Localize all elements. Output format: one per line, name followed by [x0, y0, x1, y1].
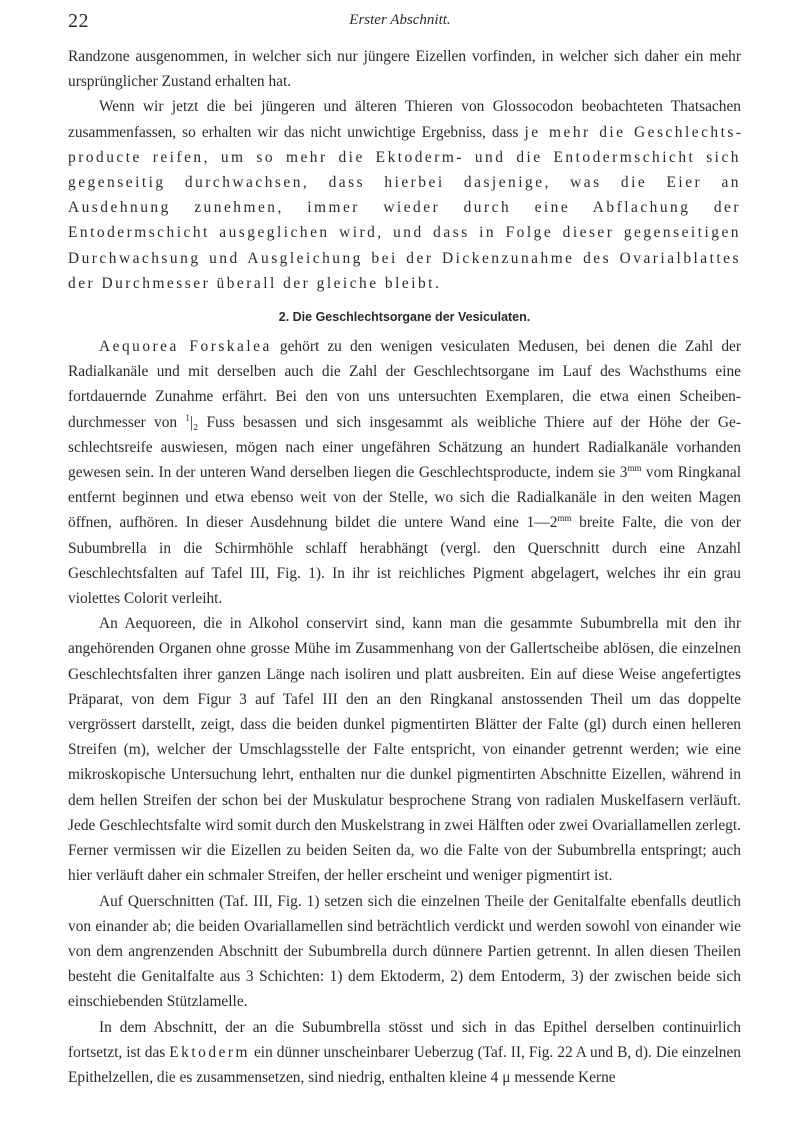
paragraph-3-text-a: gehört zu den wenigen vesiculaten Medusen, bei denen die Zahl der Radialkanäle und mit derselben auch die Zahl der Geschlechtsorgane im Lauf des Wachsthums eine fortdauernde Zunahme erfährt. Bei den von uns untersuchten Exemplaren, die etwa einen Scheibendurchmesser von: [68, 338, 741, 431]
paragraph-4: An Aequoreen, die in Alkohol conservirt sind, kann man die gesammte Subumbrella mit den ihr angehörenden Organen ohne grosse Mühe im Zusammenhang von der Gallertscheibe ablösen, die einzelnen Geschlechtsfalten ihrer ganzen Länge nach isoliren und platt ausbreiten. Ein auf diese Weise angefertigtes Präparat, von dem Figur 3 auf Tafel III den an den Ringkanal anstossenden Theil um das doppelte vergrössert darstellt, zeigt, dass die beiden dunkel pigmentirten Blätter der Falte (gl) durch einen helleren Streifen (m), welcher der Umschlagsstelle der Falte entspricht, von einander getrennt werden; wie eine mikroskopische Untersuchung lehrt, enthalten nur die dunkel pigmentirten Abschnitte Eizellen, während in dem hellen Streifen der schon bei der Muskulatur besprochene Strang von radialen Muskelfasern verläuft. Jede Geschlechtsfalte wird somit durch den Muskelstrang in zwei Hälften oder zwei Ovariallamellen zerlegt. Ferner vermissen wir die Eizellen zu beiden Seiten da, wo die Falte von der Subumbrella entspringt; auch hier verläuft daher ein schmaler Streifen, der heller erscheint und weniger pigmentirt ist.: [68, 615, 741, 885]
paragraph-3-text-c: vom Ringkanal entfernt beginnen und etwa ebenso weit von der Stelle, wo sich die Radialkanäle in den weiten Magen öffnen, aufhören. In dieser Ausdehnung bildet die untere Wand eine 1—2: [68, 464, 741, 532]
unit-mm-1: mm: [627, 462, 642, 473]
section-heading: 2. Die Geschlechtsorgane der Vesiculaten.: [278, 310, 531, 325]
term-ektoderm: Ektoderm: [169, 1043, 250, 1061]
paragraph-1: Randzone ausgenommen, in welcher sich nur jüngere Eizellen vorfinden, in welcher sich daher ein mehr ursprünglicher Zustand erhalten hat.: [68, 48, 741, 91]
paragraph-6-text-a: In dem Abschnitt, der an die Subumbrella stösst und sich in das Epithel derselben continuirlich fortsetzt, ist das: [68, 1018, 741, 1061]
paragraph-2-text: Wenn wir jetzt die bei jüngeren und älteren Thieren von Glossocodon beobachteten Thatsachen zusammenfassen, so erhalten wir das nicht unwichtige Ergebniss, dass: [68, 98, 741, 141]
species-name: Aequorea Forskalea: [99, 338, 272, 356]
fraction-numerator: 1: [185, 412, 190, 423]
paragraph-2: [68, 94, 741, 296]
paragraph-5: Auf Querschnitten (Taf. III, Fig. 1) setzen sich die einzelnen Theile der Genitalfalte ebenfalls deutlich von einander ab; die beiden Ovariallamellen sind beträchtlich verdickt und werden sowohl von einander wie von dem angrenzenden Abschnitt der Subumbrella durch dünnere Partien getrennt. In allen diesen Theilen besteht die Genitalfalte aus 3 Schichten: 1) dem Ektoderm, 2) dem Entoderm, 3) der zwischen beide sich einschiebenden Stützlamelle.: [68, 892, 741, 1011]
paragraph-6: [68, 1015, 741, 1091]
page-header: [68, 10, 732, 34]
paragraph-3: [68, 334, 741, 611]
emphasized-conclusion: je mehr die Geschlechtsproducte reifen, um so mehr die Ektoderm- und die Entodermschicht sich gegenseitig durchwachsen, dass hierbei dasjenige, was die Eier an Ausdehnung zunehmen, immer wieder durch eine Abflachung der Entodermschicht ausgeglichen wird, und dass in Folge dieser gegenseitigen Durchwachsung und Ausgleichung bei der Dickenzunahme des Ovarialblattes der Durchmesser überall der gleiche bleibt.: [68, 123, 742, 292]
page-number: 22: [68, 10, 89, 32]
paragraph-6-text-b: ein dünner unscheinbarer Ueberzug (Taf. II, Fig. 22 A und B, d). Die einzelnen Epithelzellen, die es zusammensetzen, sind niedrig, enthalten kleine 4 μ messende Kerne: [68, 1043, 741, 1086]
running-head: Erster Abschnitt.: [349, 12, 451, 28]
fraction-denominator: |₂: [189, 413, 199, 431]
body-text: [68, 44, 741, 1090]
unit-mm-2: mm: [557, 513, 572, 524]
paragraph-3-text-d: breite Falte, die von der Subumbrella in die Schirmhöhle schlaff herabhängt (vergl. den Querschnitt durch eine Anzahl Geschlechtsfalten auf Tafel III, Fig. 1). In ihr ist reichliches Pigment abgelagert, welches ihr ein grau violettes Colorit verleiht.: [68, 514, 742, 608]
paragraph-3-text-b: Fuss besassen und sich insgesammt als weibliche Thiere auf der Höhe der Geschlechtsreife auswiesen, mögen nach einer ungefähren Schätzung an hundert Radialkanäle vorhanden gewesen sein. In der unteren Wand derselben liegen die Geschlechtsproducte, indem sie 3: [68, 413, 741, 482]
